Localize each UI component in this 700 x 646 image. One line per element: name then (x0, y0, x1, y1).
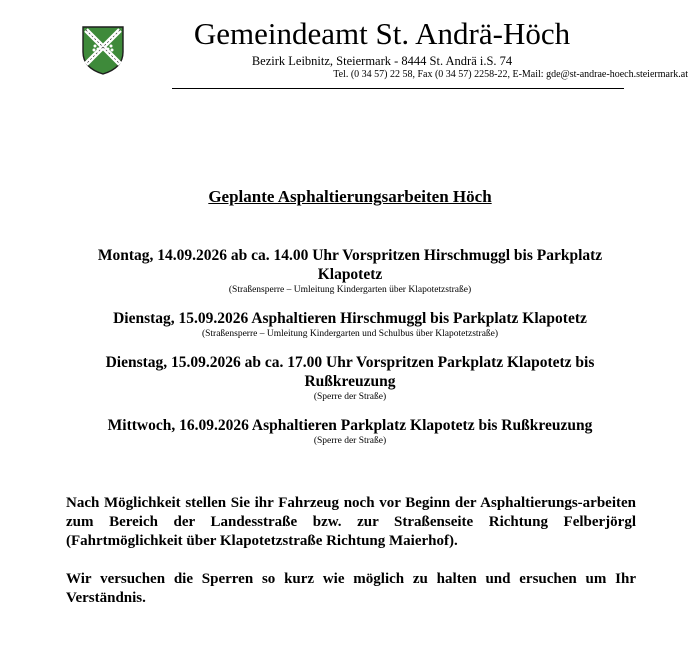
document-title: Geplante Asphaltierungsarbeiten Höch (208, 187, 492, 206)
schedule-entry (70, 246, 630, 297)
organization-contact: Tel. (0 34 57) 22 58, Fax (0 34 57) 2258-22, E-Mail: gde@st-andrae-hoech.steiermark.at (333, 69, 688, 80)
letterhead (0, 0, 700, 92)
header-divider (172, 88, 624, 89)
schedule-entry-note: (Straßensperre – Umleitung Kindergarten über Klapotetzstraße) (228, 285, 472, 295)
notice-paragraph: Wir versuchen die Sperren so kurz wie möglich zu halten und ersuchen um Ihr Verständnis. (66, 571, 636, 606)
schedule-entry (70, 309, 630, 341)
organization-address: Bezirk Leibnitz, Steiermark - 8444 St. Andrä i.S. 74 (251, 54, 513, 68)
schedule-entry-heading: Mittwoch, 16.09.2026 Asphaltieren Parkplatz Klapotetz bis Rußkreuzung (107, 417, 593, 434)
schedule-entry (70, 353, 630, 404)
schedule-entry-heading: Dienstag, 15.09.2026 Asphaltieren Hirschmuggl bis Parkplatz Klapotetz (113, 310, 587, 327)
schedule-entry-note: (Straßensperre – Umleitung Kindergarten und Schulbus über Klapotetzstraße) (201, 329, 499, 339)
schedule-entry-note: (Sperre der Straße) (313, 392, 387, 402)
notice-paragraph: Nach Möglichkeit stellen Sie ihr Fahrzeug noch vor Beginn der Asphaltierungs-arbeiten zum Bereich der Landesstraße bzw. zur Straßenseite Richtung Felberjörgl (Fahrtmöglichkeit über Klapotetzstraße Richtung Maierhof). (66, 495, 636, 549)
schedule-entry-heading: Dienstag, 15.09.2026 ab ca. 17.00 Uhr Vorspritzen Parkplatz Klapotetz bis Rußkreuzung (105, 354, 595, 390)
schedule-entry (70, 416, 630, 448)
schedule-list (70, 246, 630, 460)
schedule-entry-note: (Sperre der Straße) (313, 436, 387, 446)
notice-block (66, 494, 636, 627)
organization-name: Gemeindeamt St. Andrä-Höch (193, 16, 571, 51)
schedule-entry-heading: Montag, 14.09.2026 ab ca. 14.00 Uhr Vorspritzen Hirschmuggl bis Parkplatz Klapotetz (97, 247, 603, 283)
